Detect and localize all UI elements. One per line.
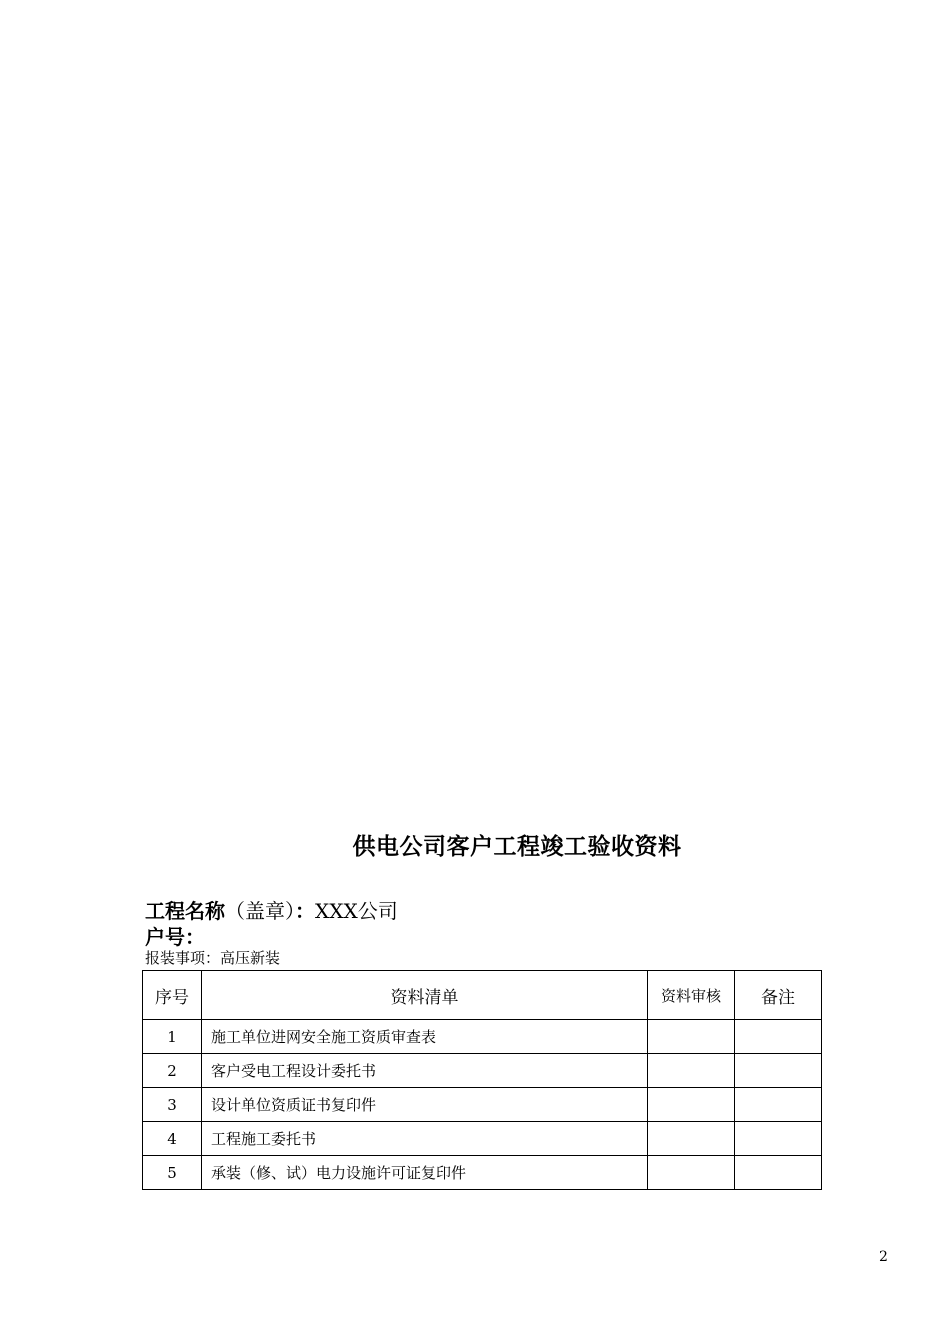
project-seal-note: （盖章） (225, 899, 295, 923)
materials-table (142, 970, 822, 1190)
table-row (143, 1156, 822, 1190)
row-material-name: 工程施工委托书 (202, 1122, 648, 1156)
header-materials-review: 资料审核 (648, 971, 735, 1020)
row-serial-number: 4 (143, 1122, 202, 1156)
project-name-label: 工程名称 (145, 899, 225, 923)
row-serial-number: 3 (143, 1088, 202, 1122)
row-material-name: 设计单位资质证书复印件 (202, 1088, 648, 1122)
application-item-line (145, 947, 280, 968)
row-review-cell[interactable] (648, 1088, 735, 1122)
row-review-cell[interactable] (648, 1156, 735, 1190)
header-serial-number: 序号 (143, 971, 202, 1020)
row-serial-number: 1 (143, 1020, 202, 1054)
table-row (143, 1054, 822, 1088)
row-material-name: 承装（修、试）电力设施许可证复印件 (202, 1156, 648, 1190)
row-serial-number: 2 (143, 1054, 202, 1088)
row-material-name: 施工单位进网安全施工资质审查表 (202, 1020, 648, 1054)
account-number-line (145, 921, 205, 950)
row-remarks-cell[interactable] (735, 1156, 822, 1190)
row-remarks-cell[interactable] (735, 1122, 822, 1156)
project-name-value: XXX公司 (315, 899, 398, 923)
account-number-label: 户号： (145, 925, 205, 949)
row-remarks-cell[interactable] (735, 1088, 822, 1122)
row-review-cell[interactable] (648, 1020, 735, 1054)
application-item-value: 高压新装 (220, 949, 281, 967)
document-title: 供电公司客户工程竣工验收资料 (352, 834, 682, 860)
header-remarks: 备注 (735, 971, 822, 1020)
row-serial-number: 5 (143, 1156, 202, 1190)
table-row (143, 1020, 822, 1054)
project-name-line (145, 895, 398, 924)
row-remarks-cell[interactable] (735, 1020, 822, 1054)
table-header-row (143, 971, 822, 1020)
row-review-cell[interactable] (648, 1122, 735, 1156)
row-material-name: 客户受电工程设计委托书 (202, 1054, 648, 1088)
row-review-cell[interactable] (648, 1054, 735, 1088)
header-materials-list: 资料清单 (202, 971, 648, 1020)
table-row (143, 1088, 822, 1122)
project-colon: ： (295, 899, 315, 923)
row-remarks-cell[interactable] (735, 1054, 822, 1088)
table-row (143, 1122, 822, 1156)
application-item-label: 报装事项： (145, 949, 221, 967)
page-number: 2 (879, 1249, 888, 1265)
